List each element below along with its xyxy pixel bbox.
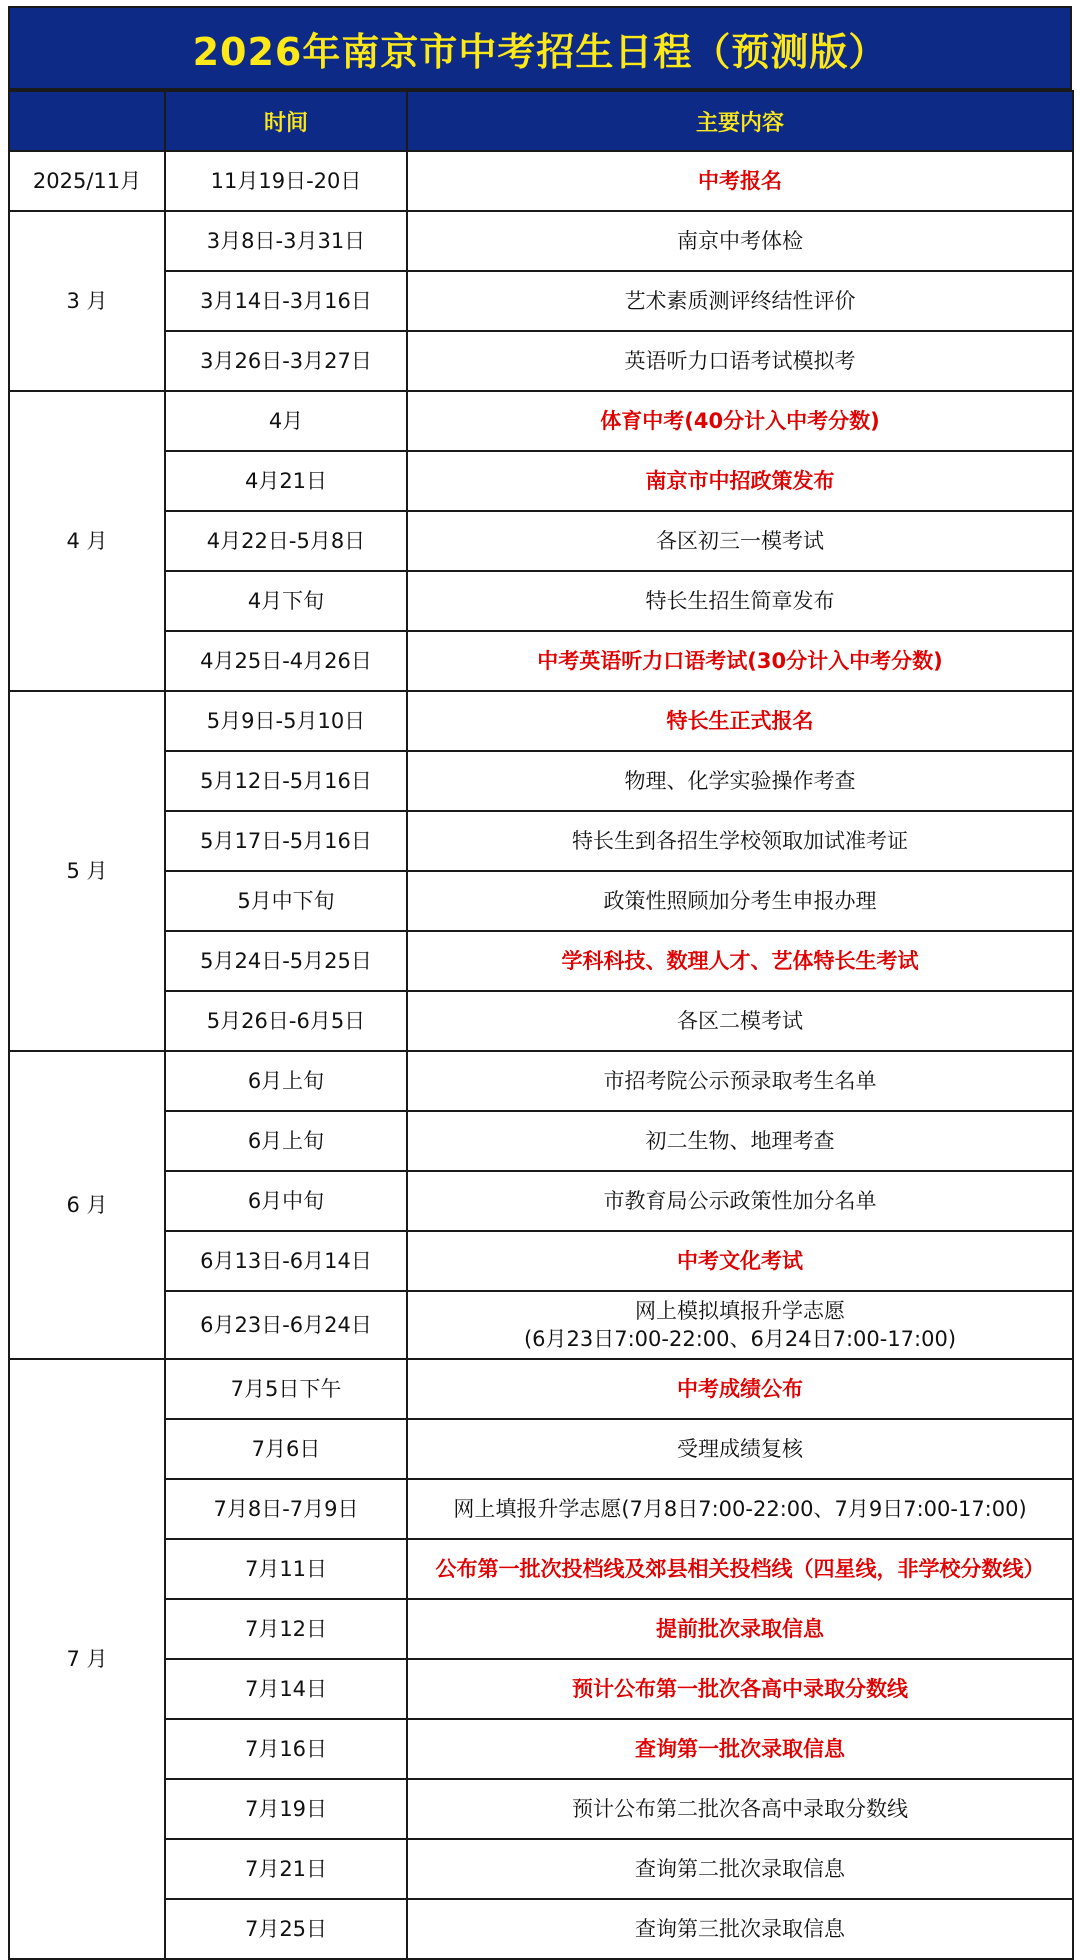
- time-cell: 11月19日-20日: [165, 151, 407, 211]
- time-cell: 4月25日-4月26日: [165, 631, 407, 691]
- table-row: [9, 691, 1073, 751]
- content-cell: 中考英语听力口语考试(30分计入中考分数): [407, 631, 1073, 691]
- time-cell: 6月13日-6月14日: [165, 1231, 407, 1291]
- time-cell: 4月下旬: [165, 571, 407, 631]
- month-cell: 2025/11月: [9, 151, 165, 211]
- header-month: [9, 91, 165, 151]
- table-row: [9, 271, 1073, 331]
- content-cell: 特长生到各招生学校领取加试准考证: [407, 811, 1073, 871]
- schedule-document: [8, 6, 1072, 1960]
- time-cell: 7月5日下午: [165, 1359, 407, 1419]
- time-cell: 5月24日-5月25日: [165, 931, 407, 991]
- table-row: [9, 1659, 1073, 1719]
- table-row: [9, 1419, 1073, 1479]
- time-cell: 4月22日-5月8日: [165, 511, 407, 571]
- content-cell: [407, 1291, 1073, 1359]
- table-row: [9, 211, 1073, 271]
- table-row: [9, 811, 1073, 871]
- content-cell: 受理成绩复核: [407, 1419, 1073, 1479]
- table-row: [9, 331, 1073, 391]
- content-cell: 各区初三一模考试: [407, 511, 1073, 571]
- time-cell: 7月19日: [165, 1779, 407, 1839]
- table-row: [9, 1231, 1073, 1291]
- table-row: [9, 511, 1073, 571]
- content-cell: 中考文化考试: [407, 1231, 1073, 1291]
- time-cell: 5月中下旬: [165, 871, 407, 931]
- header-time: 时间: [165, 91, 407, 151]
- time-cell: 5月12日-5月16日: [165, 751, 407, 811]
- content-cell: 提前批次录取信息: [407, 1599, 1073, 1659]
- content-cell: 南京中考体检: [407, 211, 1073, 271]
- time-cell: 6月上旬: [165, 1051, 407, 1111]
- time-cell: 7月25日: [165, 1899, 407, 1959]
- content-cell: 物理、化学实验操作考查: [407, 751, 1073, 811]
- content-cell: 中考报名: [407, 151, 1073, 211]
- content-cell: 特长生正式报名: [407, 691, 1073, 751]
- time-cell: 3月14日-3月16日: [165, 271, 407, 331]
- content-cell: 查询第三批次录取信息: [407, 1899, 1073, 1959]
- content-line-2: (6月23日7:00-22:00、6月24日7:00-17:00): [523, 1327, 957, 1351]
- table-row: [9, 1291, 1073, 1359]
- content-line-1: 网上模拟填报升学志愿: [635, 1299, 845, 1323]
- content-cell: 中考成绩公布: [407, 1359, 1073, 1419]
- table-row: [9, 1479, 1073, 1539]
- table-row: [9, 1051, 1073, 1111]
- time-cell: 7月14日: [165, 1659, 407, 1719]
- time-cell: 6月上旬: [165, 1111, 407, 1171]
- content-cell: 英语听力口语考试模拟考: [407, 331, 1073, 391]
- time-cell: 4月21日: [165, 451, 407, 511]
- header-content: 主要内容: [407, 91, 1073, 151]
- table-row: [9, 751, 1073, 811]
- content-cell: 网上填报升学志愿(7月8日7:00-22:00、7月9日7:00-17:00): [407, 1479, 1073, 1539]
- time-cell: 5月26日-6月5日: [165, 991, 407, 1051]
- month-cell: 7 月: [9, 1359, 165, 1959]
- time-cell: 7月11日: [165, 1539, 407, 1599]
- table-row: [9, 571, 1073, 631]
- time-cell: 7月6日: [165, 1419, 407, 1479]
- table-body: [9, 151, 1073, 1959]
- table-row: [9, 1719, 1073, 1779]
- time-cell: 6月23日-6月24日: [165, 1291, 407, 1359]
- table-row: [9, 451, 1073, 511]
- table-row: [9, 1171, 1073, 1231]
- content-cell: 预计公布第一批次各高中录取分数线: [407, 1659, 1073, 1719]
- title-bar: [8, 6, 1072, 90]
- table-row: [9, 1359, 1073, 1419]
- content-cell: 各区二模考试: [407, 991, 1073, 1051]
- month-cell: 4 月: [9, 391, 165, 691]
- page-title: 2026年南京市中考招生日程（预测版）: [192, 29, 888, 74]
- month-cell: 5 月: [9, 691, 165, 1051]
- content-cell: 查询第二批次录取信息: [407, 1839, 1073, 1899]
- content-cell: 政策性照顾加分考生申报办理: [407, 871, 1073, 931]
- table-row: [9, 151, 1073, 211]
- month-cell: 3 月: [9, 211, 165, 391]
- content-cell: 特长生招生简章发布: [407, 571, 1073, 631]
- table-row: [9, 1839, 1073, 1899]
- content-cell: 初二生物、地理考查: [407, 1111, 1073, 1171]
- time-cell: 5月17日-5月16日: [165, 811, 407, 871]
- time-cell: 7月16日: [165, 1719, 407, 1779]
- content-cell: 市招考院公示预录取考生名单: [407, 1051, 1073, 1111]
- time-cell: 7月12日: [165, 1599, 407, 1659]
- time-cell: 6月中旬: [165, 1171, 407, 1231]
- time-cell: 3月26日-3月27日: [165, 331, 407, 391]
- table-row: [9, 391, 1073, 451]
- month-cell: 6 月: [9, 1051, 165, 1359]
- content-cell: 学科科技、数理人才、艺体特长生考试: [407, 931, 1073, 991]
- table-row: [9, 1599, 1073, 1659]
- content-cell: 查询第一批次录取信息: [407, 1719, 1073, 1779]
- table-row: [9, 631, 1073, 691]
- content-cell: 南京市中招政策发布: [407, 451, 1073, 511]
- time-cell: 3月8日-3月31日: [165, 211, 407, 271]
- content-cell: 艺术素质测评终结性评价: [407, 271, 1073, 331]
- time-cell: 4月: [165, 391, 407, 451]
- table-row: [9, 1539, 1073, 1599]
- table-header-row: [9, 91, 1073, 151]
- table-row: [9, 931, 1073, 991]
- table-row: [9, 871, 1073, 931]
- content-cell: 体育中考(40分计入中考分数): [407, 391, 1073, 451]
- table-row: [9, 1111, 1073, 1171]
- table-row: [9, 1899, 1073, 1959]
- schedule-table: [8, 90, 1074, 1960]
- content-cell: 市教育局公示政策性加分名单: [407, 1171, 1073, 1231]
- content-cell: 预计公布第二批次各高中录取分数线: [407, 1779, 1073, 1839]
- table-row: [9, 991, 1073, 1051]
- time-cell: 5月9日-5月10日: [165, 691, 407, 751]
- time-cell: 7月21日: [165, 1839, 407, 1899]
- time-cell: 7月8日-7月9日: [165, 1479, 407, 1539]
- content-cell: 公布第一批次投档线及郊县相关投档线（四星线，非学校分数线）: [407, 1539, 1073, 1599]
- table-row: [9, 1779, 1073, 1839]
